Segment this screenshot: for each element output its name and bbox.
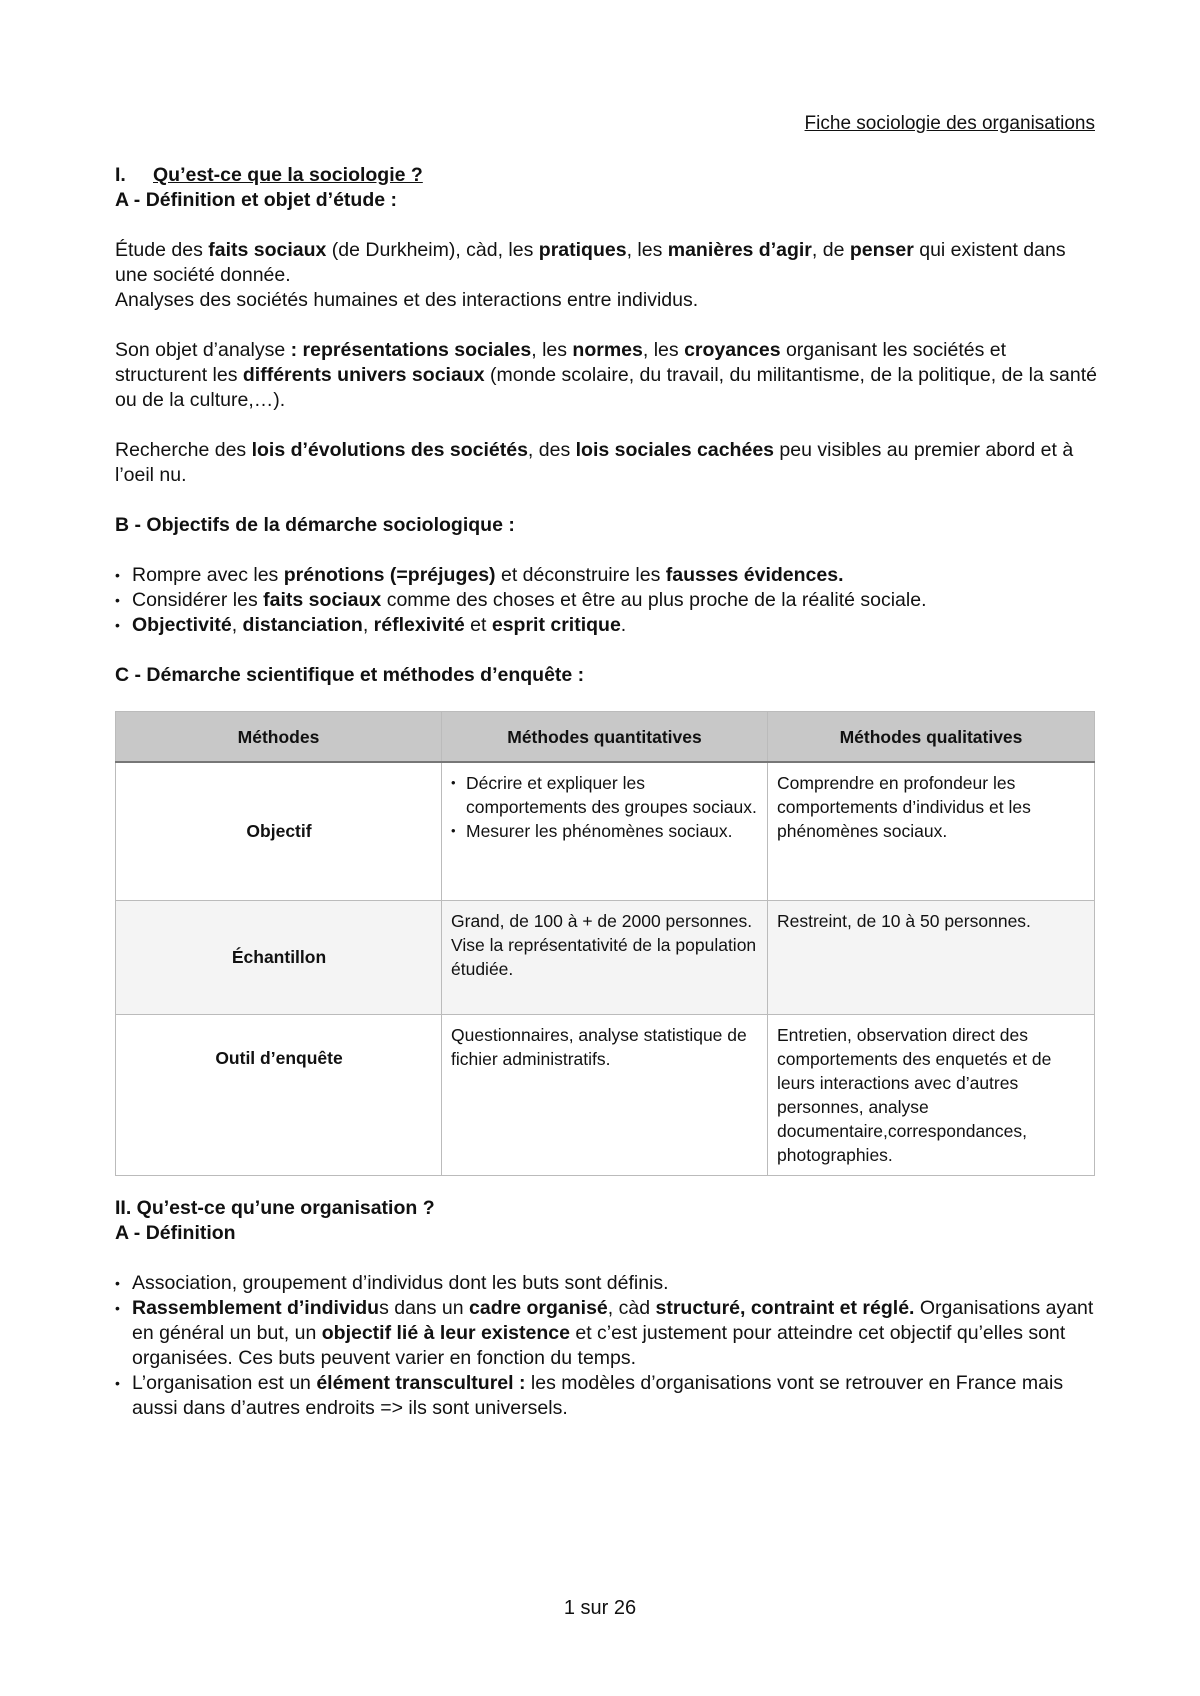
row-label: Échantillon bbox=[116, 900, 442, 1014]
section-2a-heading: A - Définition bbox=[115, 1221, 236, 1244]
definition-list bbox=[115, 1271, 1100, 1421]
list-item: • Rassemblement d’individus dans un cadre organisé, càd structuré, contraint et réglé. Organisations ayant en général un but, un objectif lié à leur existence et c’est justement pour atteindre cet objectif qu’elles sont organisées. Ces buts peuvent varier en fonction du temps. bbox=[115, 1296, 1100, 1371]
section-1-heading bbox=[115, 163, 1100, 188]
section-1b-heading: B - Objectifs de la démarche sociologique : bbox=[115, 514, 515, 536]
section-1c-heading: C - Démarche scientifique et méthodes d’enquête : bbox=[115, 664, 585, 686]
cell-list-item: • Mesurer les phénomènes sociaux. bbox=[451, 819, 759, 843]
table-row bbox=[116, 900, 1095, 1014]
section-1-number: I. bbox=[115, 164, 126, 186]
table-row bbox=[116, 1014, 1095, 1175]
list-item: • Objectivité, distanciation, réflexivité et esprit critique. bbox=[115, 613, 1100, 638]
table-row bbox=[116, 762, 1095, 900]
objectifs-list bbox=[115, 563, 1100, 638]
document-body bbox=[115, 163, 1100, 1421]
document-header-title: Fiche sociologie des organisations bbox=[804, 113, 1095, 134]
table-cell: Entretien, observation direct des comportements des enquetés et de leurs interactions avec d’autres personnes, analyse documentaire,correspondances, photographies. bbox=[768, 1014, 1095, 1175]
list-item: • Rompre avec les prénotions (=préjuges) et déconstruire les fausses évidences. bbox=[115, 563, 1100, 588]
cell-list-item: • Décrire et expliquer les comportements des groupes sociaux. bbox=[451, 771, 759, 819]
table-cell: Comprendre en profondeur les comportements d’individus et les phénomènes sociaux. bbox=[768, 762, 1095, 900]
paragraph-analyses: Analyses des sociétés humaines et des interactions entre individus. bbox=[115, 289, 699, 311]
table-cell bbox=[442, 762, 768, 900]
section-2-heading: II. Qu’est-ce qu’une organisation ? bbox=[115, 1196, 435, 1219]
row-label: Outil d’enquête bbox=[116, 1014, 442, 1175]
list-item: • Association, groupement d’individus dont les buts sont définis. bbox=[115, 1271, 1100, 1296]
table-cell: Restreint, de 10 à 50 personnes. bbox=[768, 900, 1095, 1014]
paragraph-recherche: Recherche des lois d’évolutions des sociétés, des lois sociales cachées peu visibles au premier abord et à l’oeil nu. bbox=[115, 439, 1074, 486]
list-item: • Considérer les faits sociaux comme des choses et être au plus proche de la réalité sociale. bbox=[115, 588, 1100, 613]
paragraph-objet-analyse: Son objet d’analyse : représentations sociales, les normes, les croyances organisant les sociétés et structurent les différents univers sociaux (monde scolaire, du travail, du militantisme, de la politique, de la santé ou de la culture,…). bbox=[115, 339, 1097, 411]
list-item: • L’organisation est un élément transculturel : les modèles d’organisations vont se retrouver en France mais aussi dans d’autres endroits => ils sont universels. bbox=[115, 1371, 1100, 1421]
table-header-cell: Méthodes quantitatives bbox=[442, 712, 768, 763]
section-1-title: Qu’est-ce que la sociologie ? bbox=[153, 164, 423, 186]
table-header-cell: Méthodes qualitatives bbox=[768, 712, 1095, 763]
table-cell: Questionnaires, analyse statistique de fichier administratifs. bbox=[442, 1014, 768, 1175]
paragraph-definition: Étude des faits sociaux (de Durkheim), càd, les pratiques, les manières d’agir, de penser qui existent dans une société donnée. bbox=[115, 239, 1066, 286]
table-header-cell: Méthodes bbox=[116, 712, 442, 763]
row-label: Objectif bbox=[116, 762, 442, 900]
section-1a-heading: A - Définition et objet d’étude : bbox=[115, 189, 398, 211]
table-header-row bbox=[116, 712, 1095, 763]
table-cell: Grand, de 100 à + de 2000 personnes. Vise la représentativité de la population étudiée. bbox=[442, 900, 768, 1014]
page-number: 1 sur 26 bbox=[563, 1597, 637, 1619]
methods-table bbox=[115, 711, 1095, 1176]
